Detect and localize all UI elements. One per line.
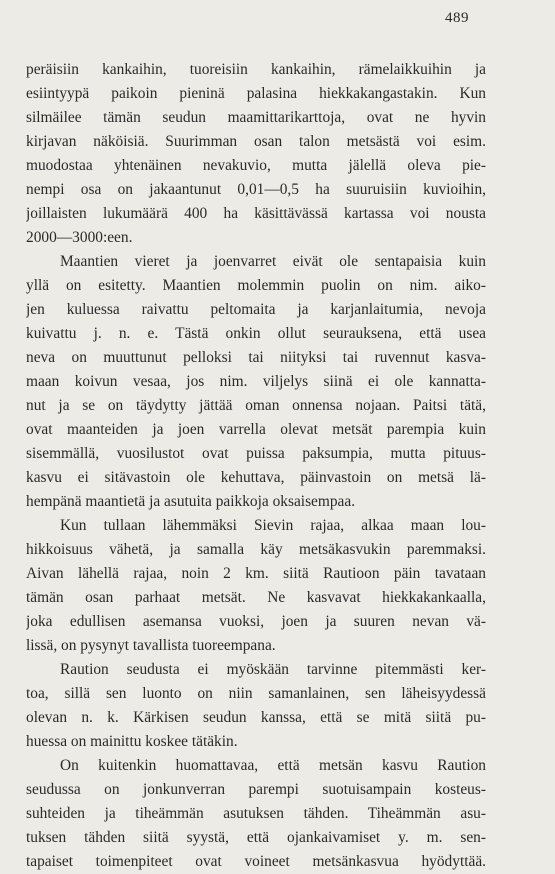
page-number: 489 (445, 10, 469, 26)
text-line: peräisiin kankaihin, tuoreisiin kankaihin, rämelaikkuihin ja (26, 61, 486, 78)
text-line: hempänä maantietä ja asutuita paikkoja oksaisempaa. (26, 493, 356, 510)
text-line: Aivan lähellä rajaa, noin 2 km. siitä Rautioon päin tavataan (26, 565, 486, 582)
text-line: seudussa on jonkunverran parempi suotuisampain kosteus- (26, 781, 486, 798)
text-line: Kun tullaan lähemmäksi Sievin rajaa, alkaa maan lou- (60, 517, 486, 534)
text-line: hikkoisuus vähetä, ja samalla käy metsäkasvukin paremmaksi. (26, 541, 486, 558)
text-line: tapaiset toimenpiteet ovat voineet metsänkasvua hyödyttää. (26, 853, 486, 870)
text-line: Raution seudusta ei myöskään tarvinne pitemmästi ker- (60, 661, 486, 678)
text-line: olevan n. k. Kärkisen seudun kanssa, että se mitä siitä pu- (26, 709, 486, 726)
text-line: nempi osa on jakaantunut 0,01—0,5 ha suuruisiin kuvioihin, (26, 181, 486, 198)
text-line: tuksen tähden siitä syystä, että ojankaivamiset y. m. sen- (26, 829, 486, 846)
text-line: joka edullisen asemansa vuoksi, joen ja suuren nevan vä- (26, 613, 486, 630)
text-line: kuivattu j. n. e. Tästä onkin ollut seurauksena, että usea (26, 325, 486, 342)
text-line: maan koivun vesaa, jos nim. viljelys siinä ei ole kannatta- (26, 373, 486, 390)
text-line: esiintyypä paikoin pieninä palasina hiekkakangastakin. Kun (26, 85, 486, 102)
text-line: ovat maanteiden ja joen varrella olevat metsät parempia kuin (26, 421, 486, 438)
text-line: kirjavan näköisiä. Suurimman osan talon metsästä voi esim. (26, 133, 486, 150)
text-line: neva on muuttunut pelloksi tai niityksi tai ruvennut kasva- (26, 349, 486, 366)
text-line: huessa on mainittu koskee tätäkin. (26, 733, 238, 750)
text-line: suhteiden ja tiheämmän asutuksen tähden. Tiheämmän asu- (26, 805, 486, 822)
text-line: muodostaa yhtenäinen nevakuvio, mutta jälellä oleva pie- (26, 157, 486, 174)
text-line: kasvu ei sitävastoin ole kehuttava, päinvastoin on metsä lä- (26, 469, 486, 486)
text-line: 2000—3000:een. (26, 229, 133, 246)
text-line: joillaisten lukumäärä 400 ha käsittävässä kartassa voi nousta (26, 205, 486, 222)
text-line: tämän osan parhaat metsät. Ne kasvavat hiekkakankaalla, (26, 589, 486, 606)
body-text (26, 58, 486, 874)
text-line: silmäilee tämän seudun maamittarikarttoja, ovat ne hyvin (26, 109, 486, 126)
text-line: toa, sillä sen luonto on niin samanlainen, sen läheisyydessä (26, 685, 486, 702)
text-line: lissä, on pysynyt tavallista tuoreempana. (26, 637, 276, 654)
text-line: yllä on esitetty. Maantien molemmin puolin on nim. aiko- (26, 277, 486, 294)
text-line: On kuitenkin huomattavaa, että metsän kasvu Raution (60, 757, 486, 774)
text-line: nut ja se on täydytty jättää oman onnensa nojaan. Paitsi tätä, (26, 397, 486, 414)
text-line: Maantien vieret ja joenvarret eivät ole sentapaisia kuin (60, 253, 486, 270)
text-line: sisemmällä, vuosilustot ovat puissa paksumpia, mutta pituus- (26, 445, 486, 462)
text-line: jen kuluessa raivattu peltomaita ja karjanlaitumia, nevoja (26, 301, 486, 318)
